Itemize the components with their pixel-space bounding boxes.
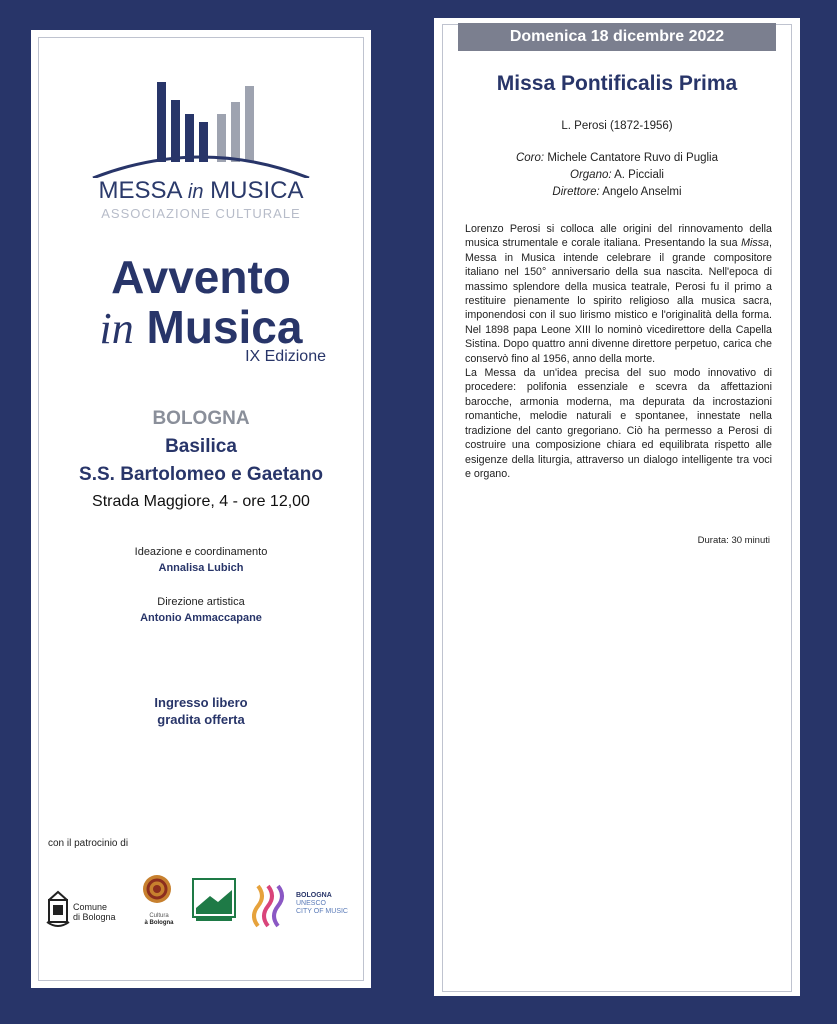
notes-paragraph-2: La Messa da un'idea precisa del suo modo innovativo di procedere: polifonia essenziale e scevra da affettazioni barocche, armonia moderna, ma depurata da incrostazioni romantiche, melodie naturali e spontanee, innestate nella tradizione del canto gregoriano. Ciò ha permesso a Perosi di costruire una composizione chiara ed equilibrata rispetto alle esigenze della liturgia, attraverso un dialogo intelligente tra voci e organo. bbox=[465, 367, 772, 480]
ideation-label: Ideazione e coordinamento bbox=[134, 546, 268, 558]
city-of-music-icon bbox=[252, 882, 292, 928]
entry-offer: gradita offerta bbox=[157, 712, 245, 727]
composer: L. Perosi (1872-1956) bbox=[561, 120, 673, 132]
program-details-panel bbox=[434, 18, 800, 996]
program-notes bbox=[465, 222, 772, 481]
date-banner: Domenica 18 dicembre 2022 bbox=[458, 23, 776, 51]
direction-name: Antonio Ammaccapane bbox=[140, 612, 262, 624]
unesco-line-1: BOLOGNA bbox=[296, 892, 332, 899]
choir-credit bbox=[434, 152, 800, 164]
duration: Durata: 30 minuti bbox=[697, 535, 770, 546]
comune-crest-icon bbox=[45, 890, 71, 930]
city-name: BOLOGNA bbox=[152, 408, 250, 429]
notes-paragraph-1 bbox=[465, 222, 772, 366]
comune-line-1: Comune bbox=[73, 902, 108, 912]
para1-missa: Missa bbox=[741, 237, 770, 250]
director-credit bbox=[434, 186, 800, 198]
logo-subtitle: ASSOCIAZIONE CULTURALE bbox=[101, 206, 301, 221]
logo-word-in: in bbox=[187, 181, 204, 203]
title-in: in bbox=[99, 304, 134, 353]
regione-emilia-romagna-logo bbox=[192, 878, 236, 924]
building-logo-icon bbox=[91, 58, 311, 178]
director-label: Direttore: bbox=[552, 186, 600, 198]
venue-line-1: Basilica bbox=[165, 436, 237, 457]
bologna-unesco-logo bbox=[252, 882, 362, 928]
choir-label: Coro: bbox=[515, 152, 545, 164]
organ-credit bbox=[434, 169, 800, 181]
organ-name: A. Picciali bbox=[614, 169, 664, 181]
cultura-bologna-logo bbox=[139, 873, 175, 933]
director-name: Angelo Anselmi bbox=[602, 186, 682, 198]
para1-end: , Messa in Musica intende celebrare il grande compositore italiano nel 150° anniversario della sua nascita. Nell'epoca di massimo splendore della musica teatrale, Perosi fu il primo a restituire pienamente lo spirito religioso alla musica sacra, imponendosi con il suo lirismo mistico e l'originalità della forma. Nel 1898 papa Leone XIII lo nominò vicedirettore della Capella Sistina. Dopo quattro anni divenne direttore perpetuo, carica che conservò fino al 1956, anno della morte. bbox=[465, 237, 772, 365]
direction-label: Direzione artistica bbox=[157, 596, 245, 608]
patronage-label: con il patrocinio di bbox=[48, 838, 129, 849]
venue-line-2: S.S. Bartolomeo e Gaetano bbox=[79, 464, 323, 485]
unesco-line-2: UNESCO bbox=[296, 900, 326, 907]
title-in-musica bbox=[31, 302, 371, 354]
para1-start: Lorenzo Perosi si colloca alle origini del rinnovamento della musica strumentale e corale italiana. Presentando la sua bbox=[465, 223, 772, 250]
program-cover-panel bbox=[31, 30, 371, 988]
title-avvento: Avvento bbox=[111, 251, 291, 303]
edition-label: IX Edizione bbox=[245, 348, 326, 365]
logo-word-messa: MESSA bbox=[98, 177, 182, 204]
comune-bologna-logo bbox=[45, 888, 135, 932]
unesco-line-3: CITY OF MUSIC bbox=[296, 908, 348, 915]
title-musica: Musica bbox=[146, 301, 303, 353]
comune-line-2: di Bologna bbox=[73, 912, 116, 922]
logo-word-musica: MUSICA bbox=[210, 177, 304, 204]
organ-label: Organo: bbox=[570, 169, 612, 181]
ideation-name: Annalisa Lubich bbox=[158, 562, 244, 574]
mass-title: Missa Pontificalis Prima bbox=[496, 72, 738, 95]
entry-free: Ingresso libero bbox=[154, 695, 248, 710]
cultura-line-2: à Bologna bbox=[144, 920, 174, 926]
logo-wordmark bbox=[31, 177, 371, 205]
choir-name: Michele Cantatore Ruvo di Puglia bbox=[547, 152, 718, 164]
address: Strada Maggiore, 4 - ore 12,00 bbox=[92, 493, 310, 510]
cultura-line-1: Cultura bbox=[149, 913, 169, 919]
cultura-emblem-icon bbox=[141, 873, 173, 905]
